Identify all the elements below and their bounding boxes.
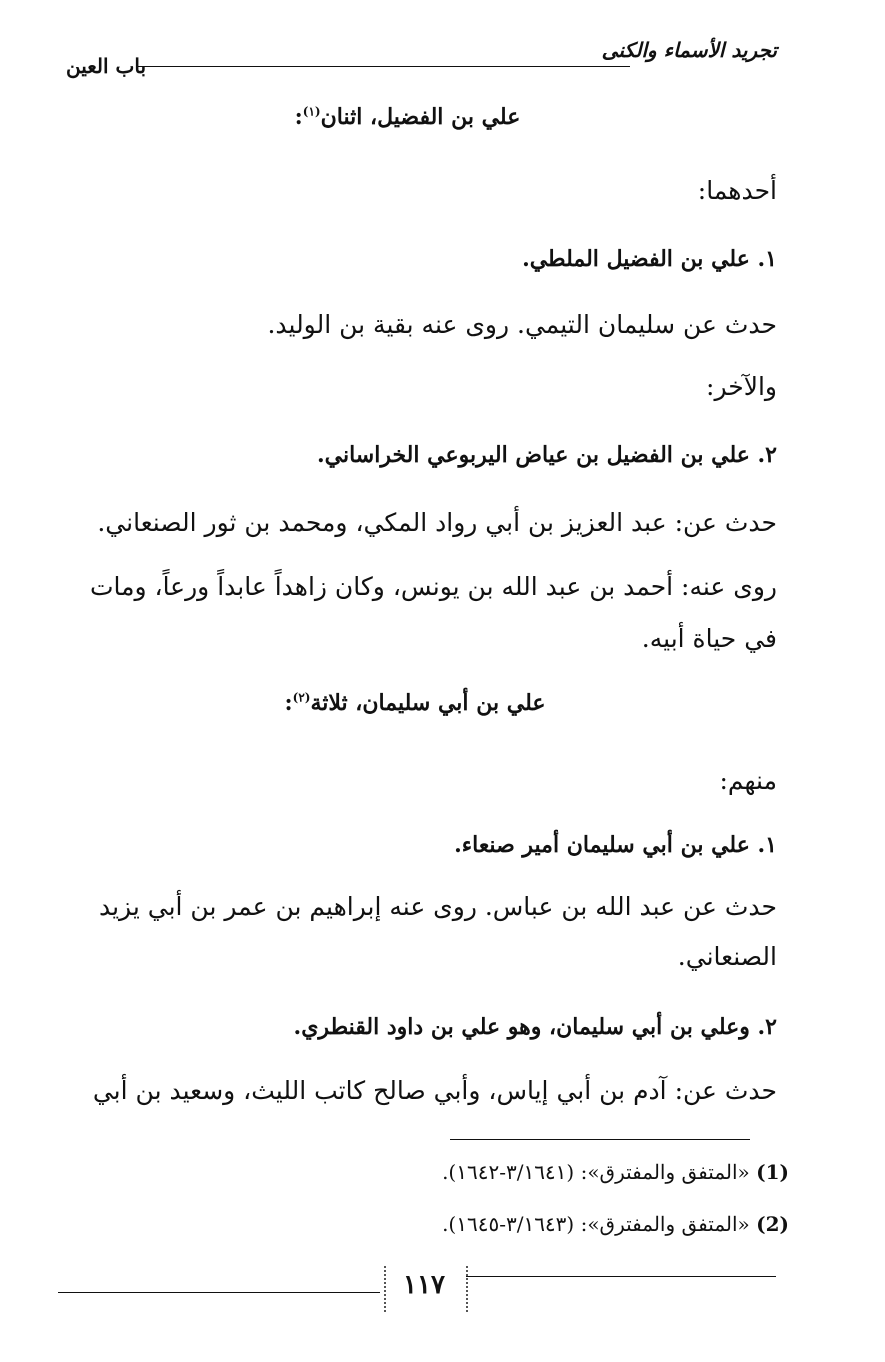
entry-1-2-line-2: روى عنه: أحمد بن عبد الله بن يونس، وكان زاهداً عابداً ورعاً، ومات	[89, 572, 777, 601]
entry-2-1-line-2: الصنعاني.	[677, 942, 777, 971]
entry-2-1-line-1: حدث عن عبد الله بن عباس. روى عنه إبراهيم بن عمر بن أبي يزيد	[98, 892, 777, 921]
footnote-2-text: «المتفق والمفترق»: (٣/١٦٤٣-١٦٤٥).	[442, 1212, 750, 1236]
page-number-rule-left	[58, 1292, 380, 1293]
footnote-ref-1: (١)	[302, 104, 321, 119]
footnote-rule	[450, 1139, 750, 1140]
section-1-other: والآخر:	[706, 372, 777, 401]
footnote-ref-2: (٢)	[292, 690, 311, 705]
section-2-title: علي بن أبي سليمان، ثلاثة	[310, 690, 546, 716]
footnote-2-number: (2)	[756, 1212, 789, 1236]
entry-1-1-title: ١. علي بن الفضيل الملطي.	[522, 246, 777, 272]
entry-1-1-text: حدث عن سليمان التيمي. روى عنه بقية بن الوليد.	[267, 310, 777, 339]
footnote-2	[442, 1212, 789, 1236]
section-2-intro: منهم:	[719, 766, 777, 795]
entry-1-2-line-3: في حياة أبيه.	[641, 624, 777, 653]
entry-2-1-title: ١. علي بن أبي سليمان أمير صنعاء.	[454, 832, 777, 858]
entry-1-2-line-1: حدث عن: عبد العزيز بن أبي رواد المكي، ومحمد بن ثور الصنعاني.	[97, 508, 777, 537]
section-1-colon: :	[294, 104, 303, 130]
entry-1-2-title: ٢. علي بن الفضيل بن عياض اليربوعي الخراساني.	[316, 442, 777, 468]
entry-2-2-line-1: حدث عن: آدم بن أبي إياس، وأبي صالح كاتب الليث، وسعيد بن أبي	[92, 1076, 777, 1105]
page-number: ١١٧	[403, 1270, 445, 1300]
section-1-title: علي بن الفضيل، اثنان	[320, 104, 521, 130]
section-1-intro: أحدهما:	[697, 176, 777, 205]
page-number-rule-right	[466, 1276, 776, 1277]
running-header-chapter: باب العين	[66, 54, 147, 78]
header-rule	[138, 66, 630, 67]
section-2-heading	[0, 690, 885, 716]
section-2-colon: :	[284, 690, 293, 716]
section-1-heading	[0, 104, 885, 130]
entry-2-2-title: ٢. وعلي بن أبي سليمان، وهو علي بن داود القنطري.	[293, 1014, 777, 1040]
footnote-1-number: (1)	[756, 1160, 789, 1184]
footnote-1-text: «المتفق والمفترق»: (٣/١٦٤١-١٦٤٢).	[442, 1160, 750, 1184]
footnote-1	[442, 1160, 789, 1184]
running-header-book-title: تجريد الأسماء والكنى	[601, 38, 777, 62]
